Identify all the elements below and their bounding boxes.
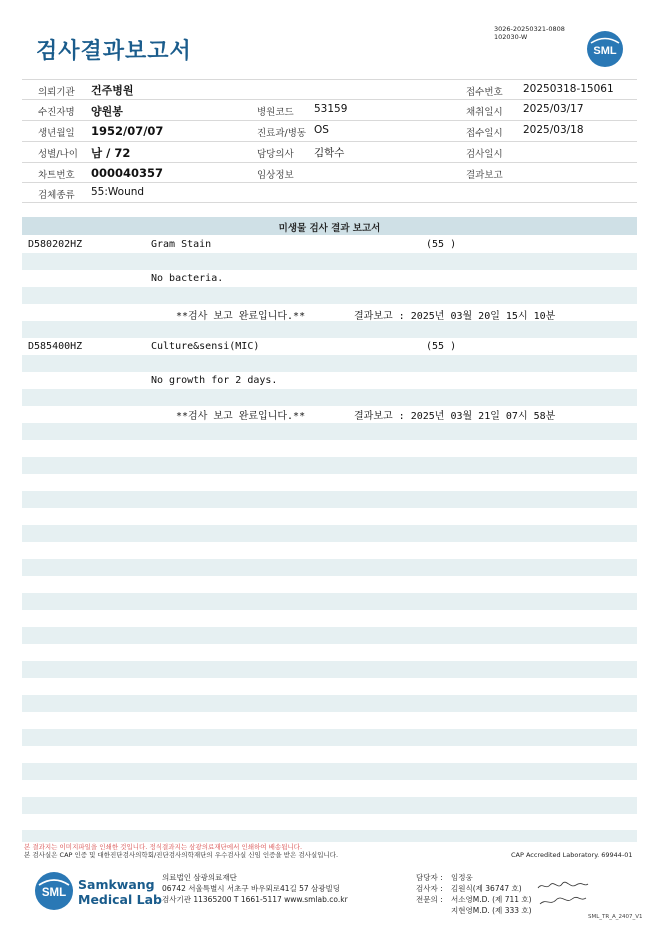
document-id-line1: 3026-20250321-0808 [494,25,565,33]
sml-logo-text: SML [593,45,617,57]
result-report-time: 결과보고 : 2025년 03월 20일 15시 10분 [354,311,556,322]
institution-label: 의뢰기관 [38,87,75,98]
clinical-info-label: 임상정보 [257,170,294,181]
result-number: (55 ) [426,239,457,250]
sml-logo-icon [586,30,624,68]
examiner-value: 김원식(제 36747 호) [451,884,522,893]
sex-age-label: 성별/나이 [38,149,78,160]
section-title: 미생물 검사 결과 보고서 [278,223,381,234]
specialist2-value: 지현영M.D. (제 333 호) [451,906,532,915]
specimen-label: 검체종류 [38,190,75,201]
result-test-name: Gram Stain [151,239,212,250]
sex-age-value: 남 / 72 [91,146,131,160]
result-report-label: 결과보고 [466,170,503,181]
hospital-code-label: 병원코드 [257,107,294,118]
specimen-value: 55:Wound [91,186,145,198]
page-title: 검사결과보고서 [36,39,192,64]
accreditation-notice: 본 검사실은 CAP 인증 및 대한진단검사의학회/진단검사의학재단의 우수검사실 신임 인증을 받은 검사실입니다. [24,851,339,859]
receipt-no-value: 20250318-15061 [523,83,614,95]
staff-value: 임정웅 [451,873,473,882]
document-id-line2: 102030-W [494,33,528,41]
result-number: (55 ) [426,341,457,352]
result-complete-note: **검사 보고 완료입니다.** [176,411,306,422]
name-value: 양원봉 [91,105,123,118]
hospital-code-value: 53159 [314,103,348,115]
samkwang-logo-icon [34,871,74,911]
result-code: D580202HZ [28,239,83,250]
birth-label: 생년월일 [38,128,75,139]
receipt-date-label: 접수일시 [466,128,503,139]
doctor-label: 담당의사 [257,149,294,160]
result-test-name: Culture&sensi(MIC) [151,341,260,352]
institution-value: 건주병원 [91,84,134,97]
brand-name-line1: Samkwang [78,877,155,892]
document-id [494,25,565,41]
result-report-time: 결과보고 : 2025년 03월 21일 07시 58분 [354,411,556,422]
receipt-no-label: 접수번호 [466,87,503,98]
result-finding: No bacteria. [151,273,224,284]
dept-label: 진료과/병동 [257,128,307,139]
receipt-date-value: 2025/03/18 [523,124,584,136]
result-code: D585400HZ [28,341,83,352]
org-contact: 검사기관 11365200 T 1661-5117 www.smlab.co.kr [162,895,348,904]
chart-no-label: 차트번호 [38,170,75,181]
form-version: SML_TR_A_2407_V1 [588,914,643,920]
dept-value: OS [314,124,329,136]
chart-no-value: 000040357 [91,166,164,180]
signature-icon [536,878,590,910]
collect-date-value: 2025/03/17 [523,103,584,115]
image-print-notice: 본 결과지는 이미지파일을 인쇄한 것입니다. 정식결과지는 삼광의료재단에서 인쇄하여 배송됩니다. [24,843,303,851]
collect-date-label: 채취일시 [466,107,503,118]
result-finding: No growth for 2 days. [151,375,278,386]
birth-value: 1952/07/07 [91,124,164,138]
doctor-value: 김학수 [314,147,345,159]
samkwang-logo-text: SML [41,887,67,899]
name-label: 수진자명 [38,107,75,118]
brand-name-line2: Medical Lab [78,892,162,907]
examiner-label: 검사자 : [416,884,443,893]
specialist-label: 전문의 : [416,895,443,904]
staff-label: 담당자 : [416,873,443,882]
specialist1-value: 서소영M.D. (제 711 호) [451,895,532,904]
org-name: 의료법인 삼광의료재단 [162,873,237,882]
org-address: 06742 서울특별시 서초구 바우뫼로41길 57 삼광빌딩 [162,884,341,893]
test-date-label: 검사일시 [466,149,503,160]
result-complete-note: **검사 보고 완료입니다.** [176,311,306,322]
cap-accreditation: CAP Accredited Laboratory. 69944-01 [511,851,633,859]
